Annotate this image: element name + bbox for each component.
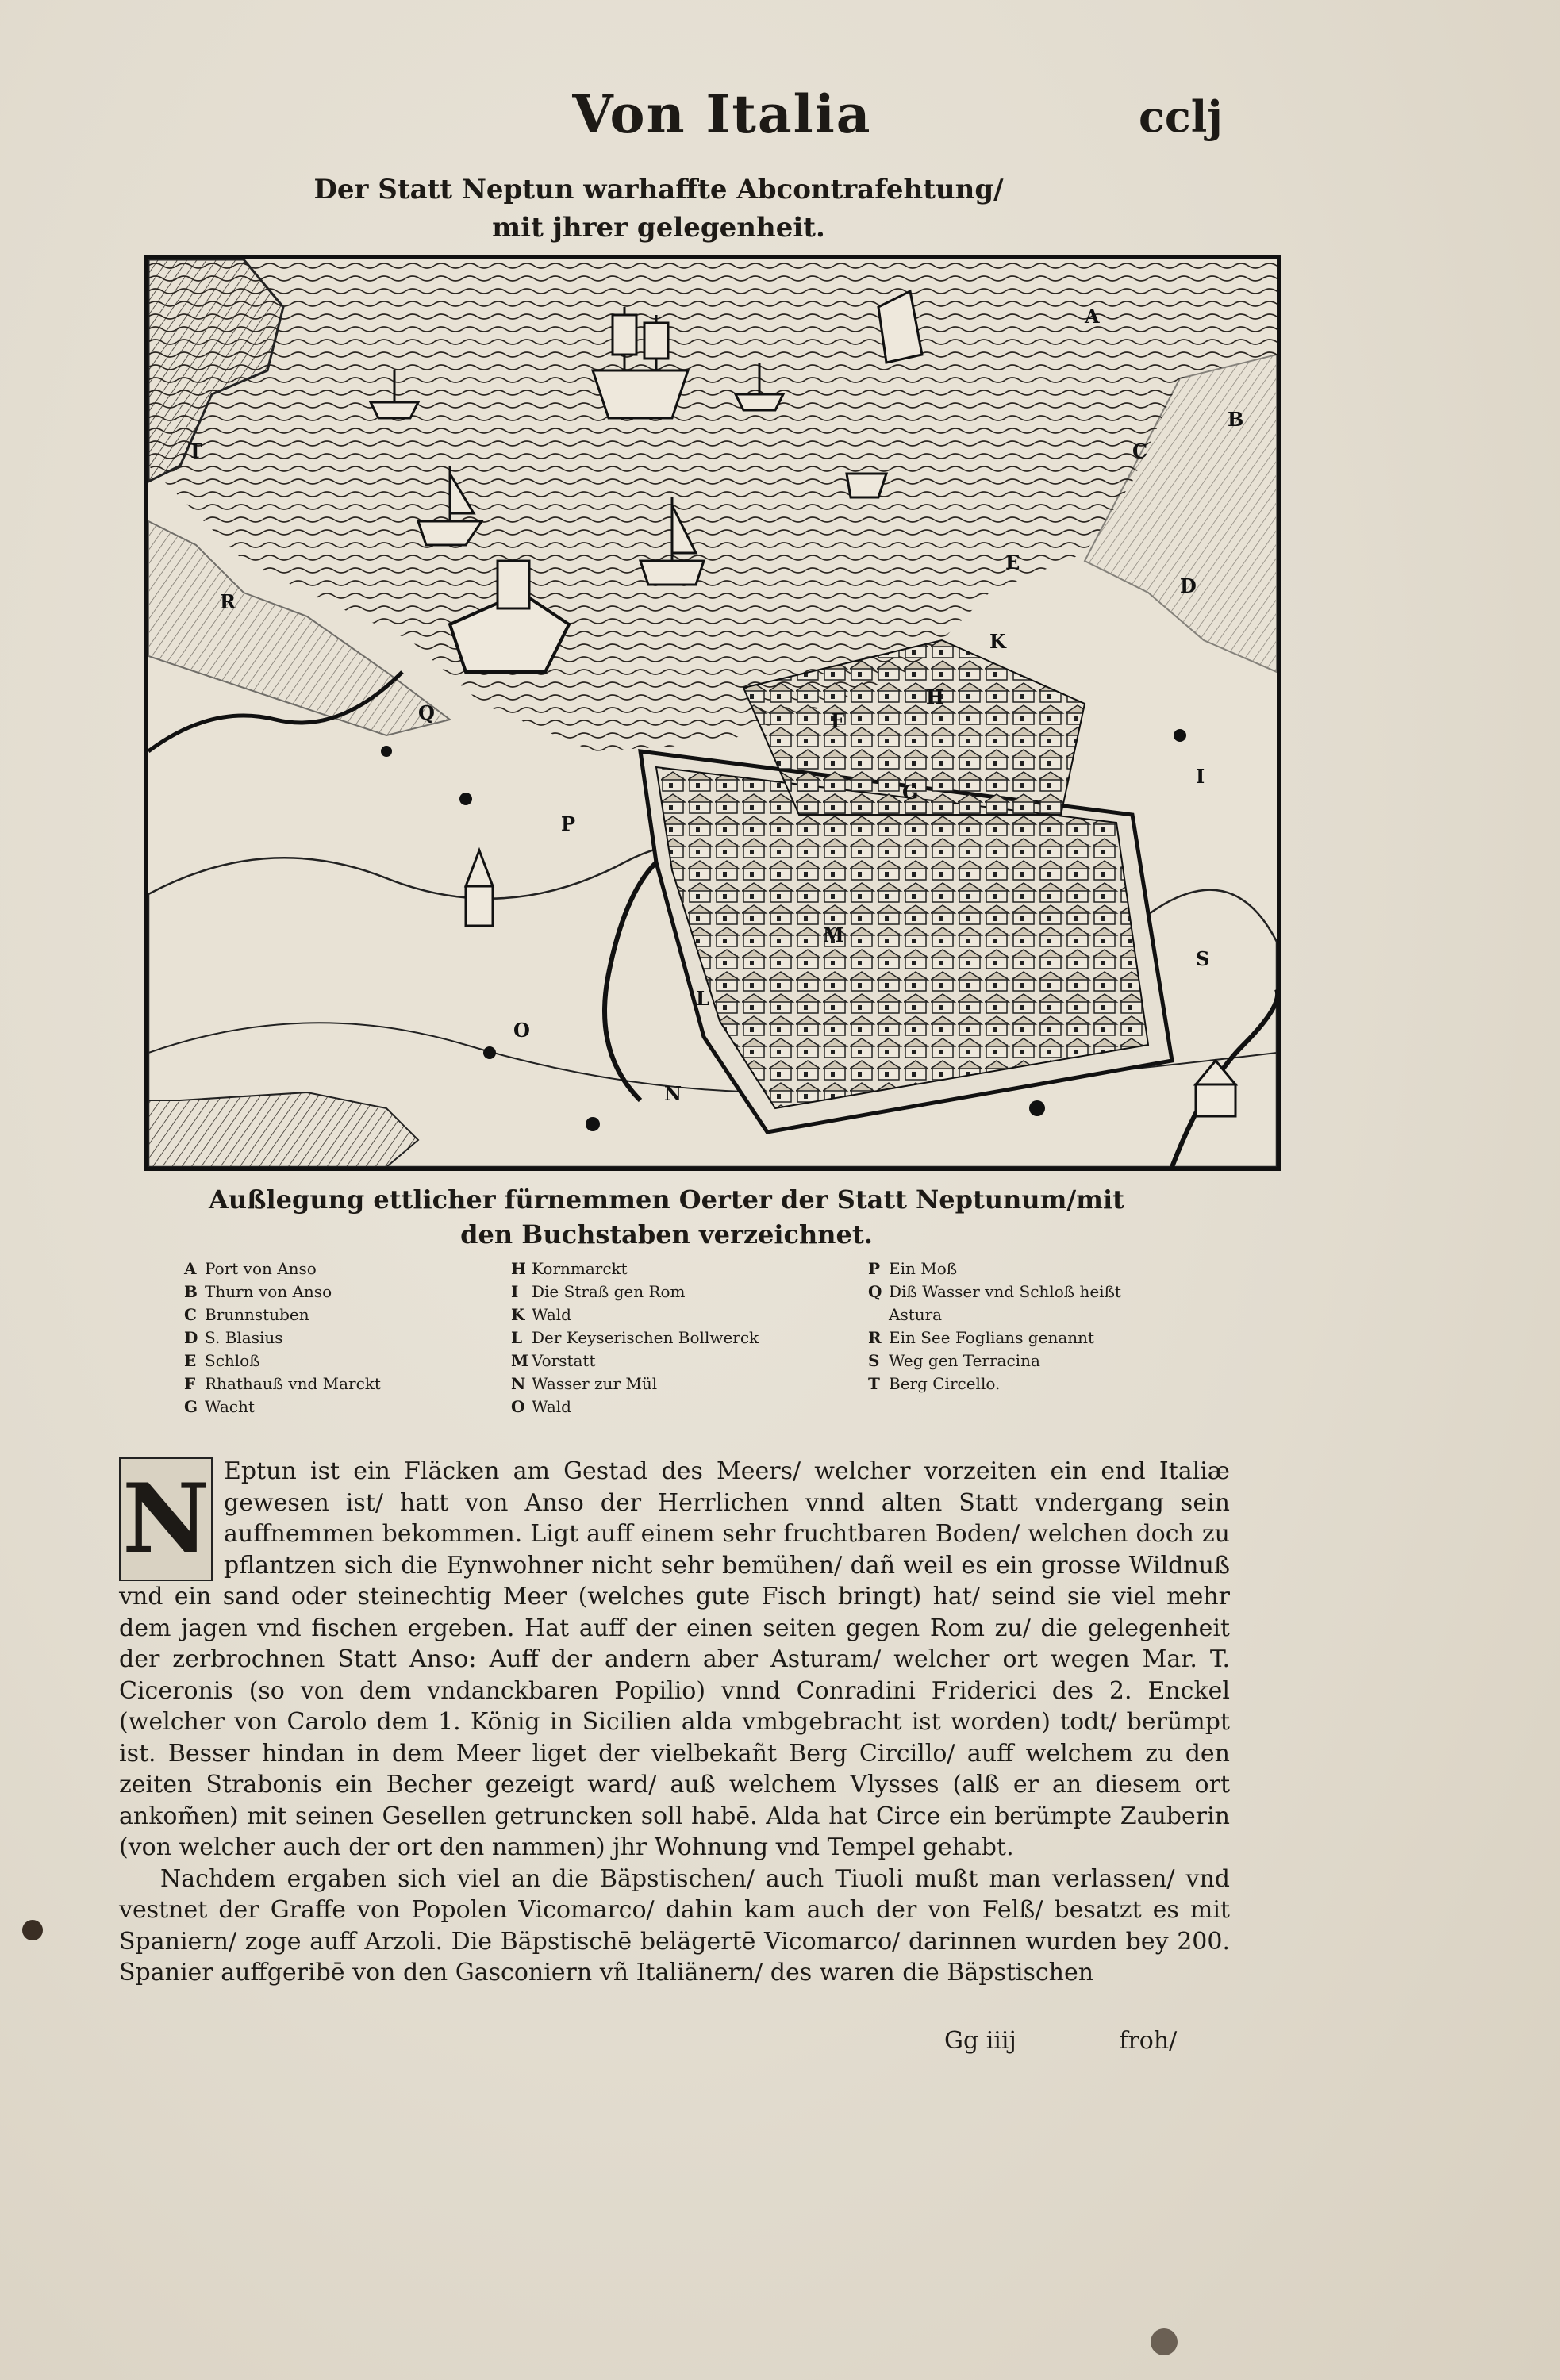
legend-title: [206, 1182, 1127, 1252]
legend-item: G Wacht: [184, 1397, 255, 1416]
legend-title-line-1: Außlegung ettlicher fürnemmen Oerter der Statt Neptunum/mit: [209, 1184, 1124, 1215]
legend-item: I Die Straß gen Rom: [511, 1282, 686, 1301]
legend-item: H Kornmarckt: [511, 1259, 628, 1278]
legend-item: C Brunnstuben: [184, 1305, 309, 1324]
map-letter-M: M: [823, 923, 844, 946]
legend-item: B Thurn von Anso: [184, 1282, 332, 1301]
map-legend: [184, 1257, 1200, 1432]
map-letter-D: D: [1180, 574, 1197, 597]
legend-item: L Der Keyserischen Bollwerck: [511, 1328, 759, 1347]
legend-title-line-2: den Buchstaben verzeichnet.: [460, 1219, 873, 1250]
legend-column-3: [868, 1257, 1121, 1395]
folio-number: cclj: [1139, 91, 1223, 142]
paragraph-1-text: Eptun ist ein Fläcken am Gestad des Meers/ welcher vorzeiten ein end Italiæ gewesen ist/ hatt von Anso der Herrlichen vnnd alten Statt vndergang sein auffnemmen bekommen. Ligt auff einem sehr fruchtbaren Boden/ welchen doch zu pflantzen sich die Eynwohner nicht sehr bemühen/ dañ weil es ein grosse Wildnuß vnd ein sand oder steinechtig Meer (welches gute Fisch bringt) hat/ seind sie viel mehr dem jagen vnd fischen ergeben. Hat auff der einen seiten gegen Rom zu/ die gelegenheit der zerbrochnen Statt Anso: Auff der andern aber Asturam/ welcher ort wegen Mar. T. Ciceronis (so von dem vndanckbaren Popilio) vnnd Conradini Friderici des 2. Enckel (welcher von Carolo dem 1. König in Sicilien alda vmbgebracht ist worden) todt/ berümpt ist. Besser hindan in dem Meer liget der vielbekañt Berg Circillo/ auff welchem zu den zeiten Strabonis ein Becher gezeigt ward/ auß welchem Vlysses (alß er an diesem ort ankom̃en) mit seinen Gesellen getruncken soll habē. Alda hat Circe ein berümpte Zauberin (von welcher auch der ort den nammen) jhr Wohnung vnd Tempel gehabt.: [119, 1457, 1230, 1861]
map-letter-N: N: [664, 1082, 682, 1105]
map-letter-H: H: [926, 685, 944, 708]
legend-column-1: [184, 1257, 381, 1418]
legend-item: E Schloß: [184, 1351, 260, 1370]
paragraph-1: [119, 1456, 1230, 1864]
catchword: froh/: [1119, 2027, 1178, 2055]
map-letter-L: L: [696, 987, 709, 1010]
page-header: [0, 83, 1560, 163]
body-text: [119, 1456, 1230, 1989]
legend-item: D S. Blasius: [184, 1328, 283, 1347]
map-letter-A: A: [1085, 305, 1100, 328]
map-letter-E: E: [1005, 551, 1020, 574]
signature-mark: Gg iiij: [944, 2027, 1016, 2055]
woodcut-map: [144, 255, 1281, 1171]
map-letter-Q: Q: [418, 701, 435, 724]
map-letter-P: P: [561, 812, 576, 835]
map-letter-I: I: [1196, 765, 1205, 788]
legend-item: S Weg gen Terracina: [868, 1351, 1040, 1370]
map-letter-G: G: [902, 781, 919, 804]
map-letter-K: K: [989, 630, 1006, 653]
map-letter-B: B: [1228, 408, 1244, 431]
legend-item: P Ein Moß: [868, 1259, 958, 1278]
ink-blot: [1151, 2328, 1178, 2355]
legend-item: K Wald: [511, 1305, 571, 1324]
legend-item: T Berg Circello.: [868, 1374, 1001, 1393]
legend-item: O Wald: [511, 1397, 571, 1416]
paragraph-2: Nachdem ergaben sich viel an die Bäpstischen/ auch Tiuoli mußt man verlassen/ vnd vestnet der Graffe von Popolen Vicomarco/ dahin kam auch der von Felß/ besatzt es mit Spaniern/ zoge auff Arzoli. Die Bäpstischē belägertē Vicomarco/ darinnen wurden bey 200. Spanier auffgeribē von den Gasconiern vñ Italiänern/ des waren die Bäpstischen: [119, 1864, 1230, 1987]
legend-item: A Port von Anso: [184, 1259, 317, 1278]
map-letter-S: S: [1196, 947, 1210, 970]
map-letter-R: R: [220, 590, 236, 613]
legend-item: F Rhathauß vnd Marckt: [184, 1374, 381, 1393]
map-letter-O: O: [513, 1019, 530, 1042]
running-title: Von Italia: [572, 83, 872, 145]
legend-column-2: [511, 1257, 759, 1418]
legend-item: M Vorstatt: [511, 1351, 596, 1370]
page-footer: [944, 2027, 1206, 2055]
legend-item: Q Diß Wasser vnd Schloß heißt: [868, 1282, 1121, 1301]
map-title-line-1: Der Statt Neptun warhaffte Abcontrafehtung/: [313, 174, 1004, 205]
map-illustration: [148, 259, 1277, 1167]
map-letter-F: F: [831, 709, 845, 732]
map-letter-C: C: [1132, 440, 1148, 463]
map-title-line-2: mit jhrer gelegenheit.: [492, 212, 825, 244]
map-letter-T: T: [188, 440, 202, 463]
decorated-initial: N: [119, 1457, 213, 1581]
legend-item: R Ein See Foglians genannt: [868, 1328, 1095, 1347]
map-title: [238, 171, 1079, 247]
legend-item: Astura: [889, 1305, 943, 1324]
legend-item: N Wasser zur Mül: [511, 1374, 658, 1393]
ink-blot: [22, 1920, 43, 1940]
